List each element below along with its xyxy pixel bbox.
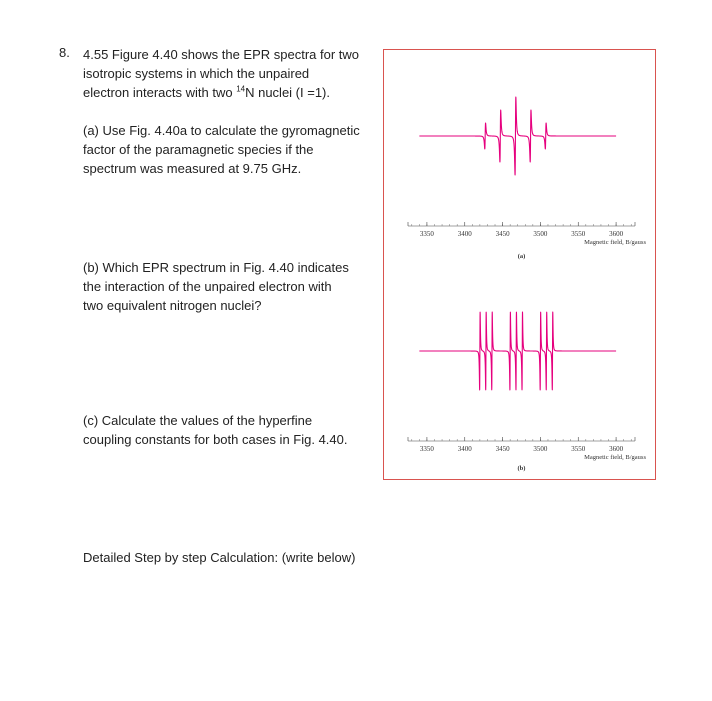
intro-line: isotropic systems in which the unpaired xyxy=(83,66,310,81)
x-axis-title: Magnetic field, B/gauss xyxy=(584,454,646,461)
intro-line xyxy=(83,83,373,102)
x-tick-label: 3350 xyxy=(419,230,434,238)
x-tick-label: 3400 xyxy=(457,445,472,453)
x-tick-label: 3500 xyxy=(533,230,548,238)
x-tick-label: 3500 xyxy=(533,445,548,453)
part-c xyxy=(83,411,373,449)
x-tick-label: 3550 xyxy=(571,445,586,453)
x-tick-label: 3600 xyxy=(609,445,624,453)
x-tick-label: 3550 xyxy=(571,230,586,238)
part-c-line: (c) Calculate the values of the hyperfine xyxy=(83,413,313,428)
intro-line: 4.55 Figure 4.40 shows the EPR spectra for two xyxy=(83,47,360,62)
intro-text: N nuclei (I =1). xyxy=(245,85,330,100)
part-a-line: factor of the paramagnetic species if the xyxy=(83,142,314,157)
spectrum-b-line xyxy=(419,312,616,390)
part-b xyxy=(83,258,373,315)
x-tick-label: 3450 xyxy=(495,445,510,453)
question-intro xyxy=(83,45,373,102)
x-tick-label: 3450 xyxy=(495,230,510,238)
epr-spectra-svg xyxy=(384,50,657,481)
panel-label: (b) xyxy=(517,465,526,472)
intro-text: electron interacts with two xyxy=(83,85,237,100)
epr-figure xyxy=(383,49,656,480)
part-a xyxy=(83,121,373,178)
spectrum-a-line xyxy=(419,97,616,175)
x-axis-title: Magnetic field, B/gauss xyxy=(584,239,646,246)
x-tick-label: 3350 xyxy=(419,445,434,453)
part-b-line: (b) Which EPR spectrum in Fig. 4.40 indicates xyxy=(83,260,349,275)
x-tick-label: 3400 xyxy=(457,230,472,238)
calculation-prompt: Detailed Step by step Calculation: (write below) xyxy=(83,550,356,565)
part-b-line: the interaction of the unpaired electron with xyxy=(83,279,332,294)
part-a-line: spectrum was measured at 9.75 GHz. xyxy=(83,161,302,176)
part-a-line: (a) Use Fig. 4.40a to calculate the gyromagnetic xyxy=(83,123,360,138)
question-number: 8. xyxy=(59,45,70,60)
part-c-line: coupling constants for both cases in Fig. 4.40. xyxy=(83,432,348,447)
panel-label: (a) xyxy=(517,253,526,260)
isotope-superscript: 14 xyxy=(236,84,246,94)
x-tick-label: 3600 xyxy=(609,230,624,238)
part-b-line: two equivalent nitrogen nuclei? xyxy=(83,298,262,313)
